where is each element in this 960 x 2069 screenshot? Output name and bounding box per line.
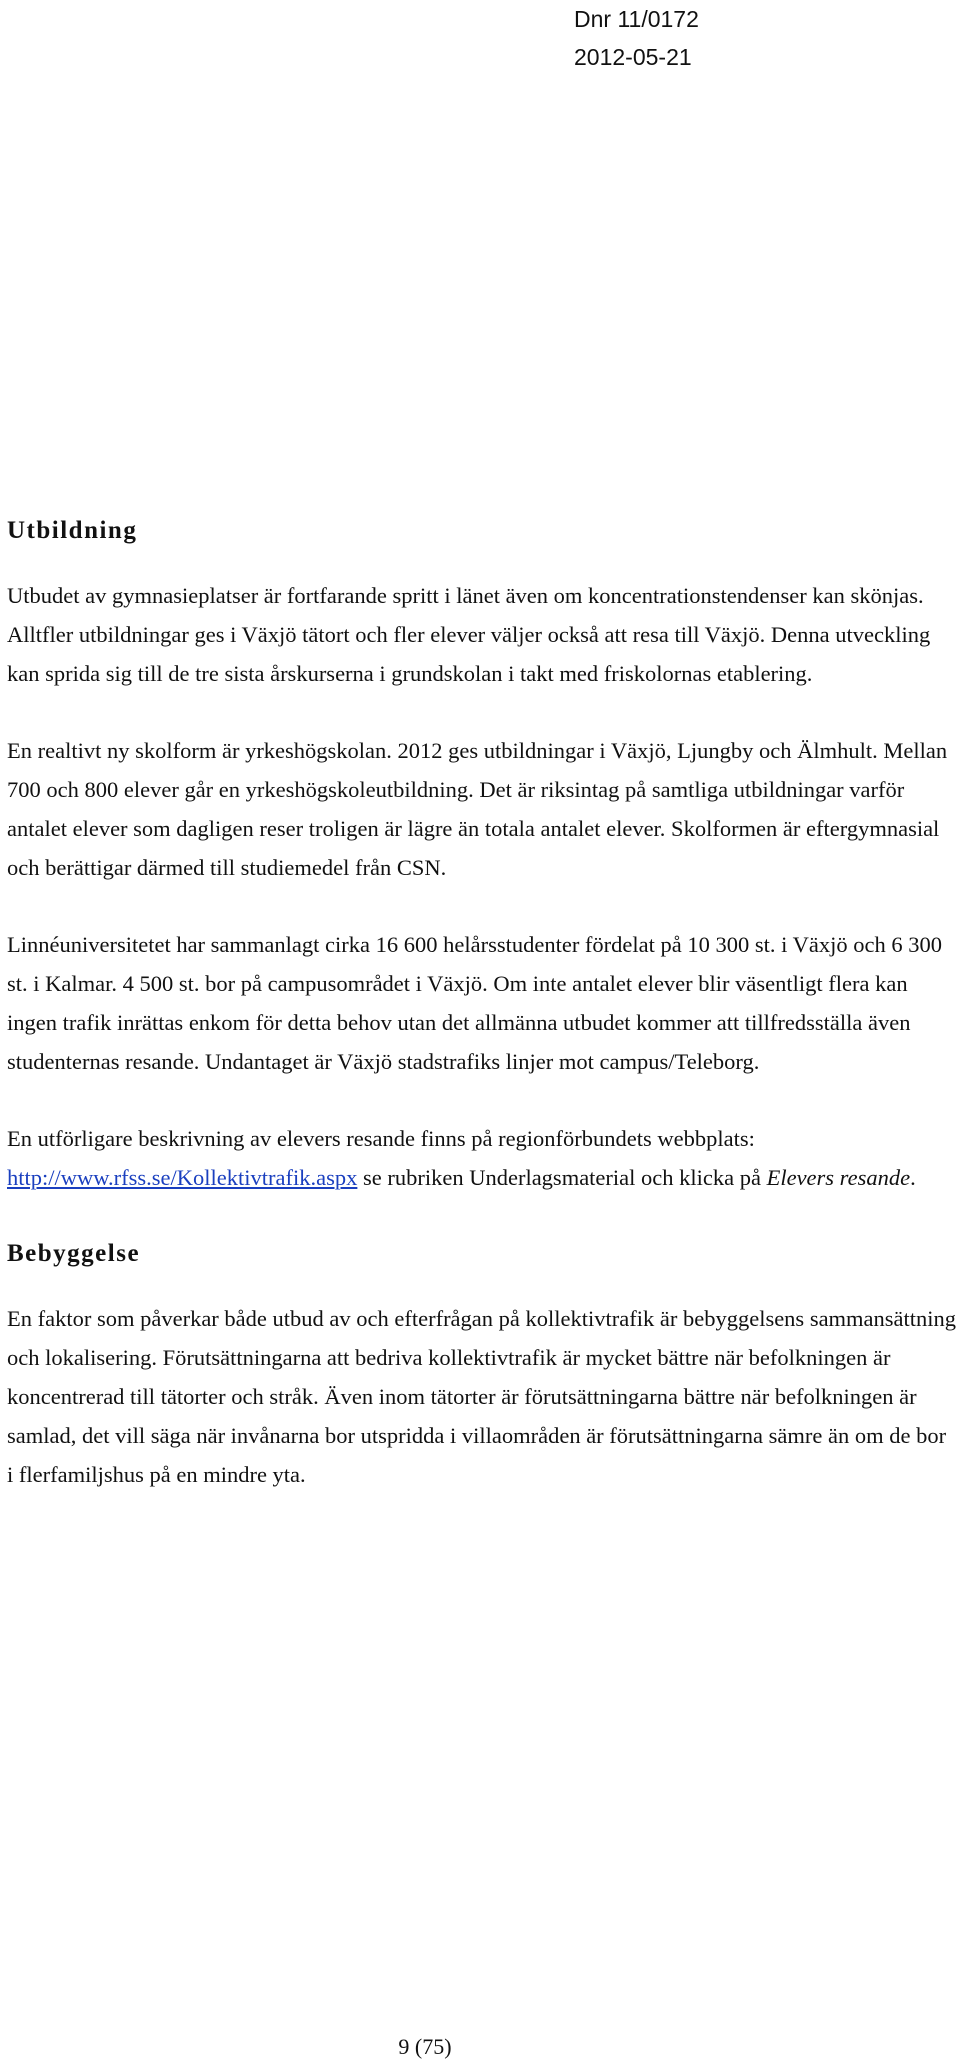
paragraph-utbildning-2: En realtivt ny skolform är yrkeshögskolan. 2012 ges utbildningar i Växjö, Ljungby och Älmhult. Mellan 700 och 800 elever går en yrkeshögskoleutbildning. Det är riksintag på samtliga utbildningar varför antalet elever som dagligen reser troligen är lägre än totala antalet elever. Skolformen är eftergymnasial och berättigar därmed till studiemedel från CSN.	[7, 738, 948, 880]
document-date: 2012-05-21	[574, 44, 692, 70]
paragraph-utbildning-4	[7, 1119, 957, 1197]
rfss-link[interactable]: http://www.rfss.se/Kollektivtrafik.aspx	[7, 1165, 358, 1190]
paragraph-text: En utförligare beskrivning av elevers resande finns på regionförbundets webbplats:	[7, 1126, 755, 1151]
elevers-resande-text: Elevers resande	[766, 1165, 911, 1190]
paragraph-bebyggelse-1: En faktor som påverkar både utbud av och efterfrågan på kollektivtrafik är bebyggelsens sammansättning och lokalisering. Förutsättningarna att bedriva kollektivtrafik är mycket bättre när befolkningen är koncentrerad till tätorter och stråk. Även inom tätorter är förutsättningarna bättre när befolkningen är samlad, det vill säga när invånarna bor utspridda i villaområden är förutsättningarna sämre än om de bor i flerfamiljshus på en mindre yta.	[7, 1306, 957, 1487]
document-body	[7, 512, 957, 1494]
paragraph-text: se rubriken Underlagsmaterial och klicka på	[357, 1165, 767, 1190]
heading-bebyggelse: Bebyggelse	[7, 1240, 141, 1267]
page-number: 9 (75)	[398, 2034, 452, 2059]
paragraph-text: .	[910, 1165, 916, 1190]
paragraph-utbildning-1: Utbudet av gymnasieplatser är fortfarande spritt i länet även om koncentrationstendenser kan skönjas. Alltfler utbildningar ges i Växjö tätort och fler elever väljer också att resa till Växjö. Denna utveckling kan sprida sig till de tre sista årskurserna i grundskolan i takt med friskolornas etablering.	[7, 583, 931, 686]
heading-utbildning: Utbildning	[7, 517, 138, 544]
paragraph-utbildning-3: Linnéuniversitetet har sammanlagt cirka 16 600 helårsstudenter fördelat på 10 300 st. i Växjö och 6 300 st. i Kalmar. 4 500 st. bor på campusområdet i Växjö. Om inte antalet elever blir väsentligt flera kan ingen trafik inrättas enkom för detta behov utan det allmänna utbudet kommer att tillfredsställa även studenternas resande. Undantaget är Växjö stadstrafiks linjer mot campus/Teleborg.	[7, 932, 942, 1074]
document-meta	[574, 0, 699, 76]
diary-number: Dnr 11/0172	[574, 6, 699, 32]
